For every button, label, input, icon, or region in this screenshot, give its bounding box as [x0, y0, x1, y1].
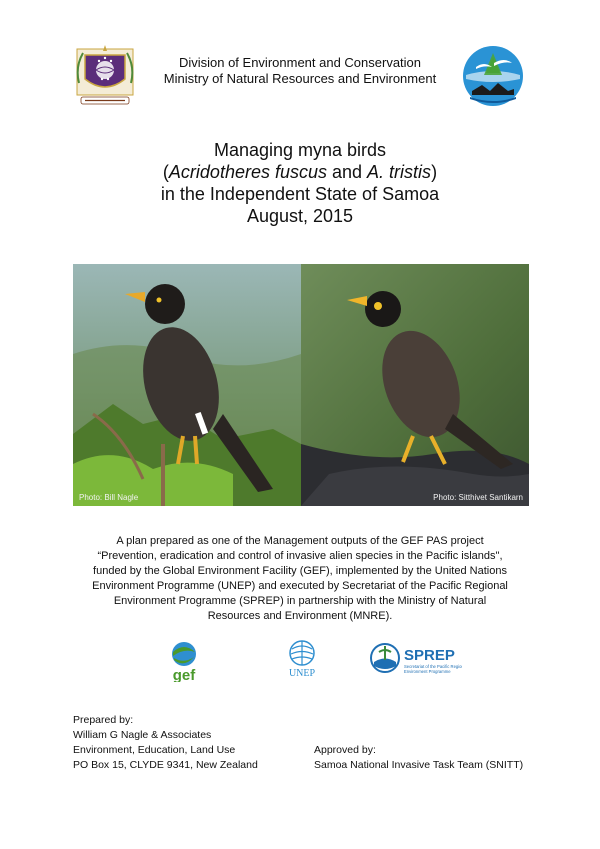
title-line-1: Managing myna birds [213, 140, 387, 160]
header-line-ministry: Ministry of Natural Resources and Environment [163, 71, 437, 86]
para-line-2: “Prevention, eradication and control of invasive alien species in the Pacific islands", [97, 550, 503, 562]
description-paragraph [60, 534, 540, 624]
document-title [100, 139, 500, 227]
prepared-by-name: William G Nagle & Associates [73, 729, 212, 741]
title-line-4: August, 2015 [246, 206, 354, 226]
sprep-logo [370, 642, 462, 676]
photo-credit-right: Photo: Sitthivet Santikarn [433, 493, 523, 502]
samoa-coat-of-arms-icon [73, 43, 137, 109]
title-species-2: A. tristis [367, 162, 432, 182]
prepared-by-address: PO Box 15, CLYDE 9341, New Zealand [73, 759, 258, 771]
approved-by-label: Approved by: [314, 744, 376, 756]
title-species-1: Acridotheres fuscus [168, 162, 327, 182]
myna-photos [73, 264, 529, 506]
unep-logo-text: UNEP [288, 668, 316, 678]
sprep-logo-subtitle-1: Secretariat of the Pacific Regional [404, 664, 462, 669]
header-organisation [150, 55, 450, 87]
para-line-4: Environment Programme (UNEP) and executed by Secretariat of the Pacific Regional [92, 580, 508, 592]
sprep-logo-subtitle-2: Environment Programme [404, 669, 451, 674]
unep-logo [281, 640, 323, 678]
title-line-2 [100, 161, 500, 183]
para-line-6: Resources and Environment (MNRE). [207, 610, 393, 622]
title-paren-close: ) [431, 162, 438, 182]
approved-by-block [314, 743, 523, 773]
para-line-1: A plan prepared as one of the Management outputs of the GEF PAS project [116, 535, 484, 547]
gef-logo [165, 640, 203, 682]
myna-photos-illustration [73, 264, 529, 506]
title-and: and [327, 162, 368, 182]
sprep-logo-text: SPREP [404, 647, 455, 664]
prepared-by-line-2: Environment, Education, Land Use [73, 744, 236, 756]
mnre-logo-icon [462, 45, 524, 107]
gef-logo-text: gef [172, 667, 196, 682]
para-line-5: Environment Programme (SPREP) in partnership with the Ministry of Natural [113, 595, 487, 607]
photo-credit-left: Photo: Bill Nagle [79, 493, 139, 502]
para-line-3: funded by the Global Environment Facility (GEF), implemented by the United Nations [93, 565, 507, 577]
approved-by-name: Samoa National Invasive Task Team (SNITT) [314, 759, 524, 771]
prepared-by-label: Prepared by: [73, 714, 134, 726]
prepared-by-block [73, 713, 258, 773]
header-line-division: Division of Environment and Conservation [178, 55, 422, 70]
title-line-3: in the Independent State of Samoa [160, 184, 440, 204]
title-paren-open: ( [162, 162, 169, 182]
